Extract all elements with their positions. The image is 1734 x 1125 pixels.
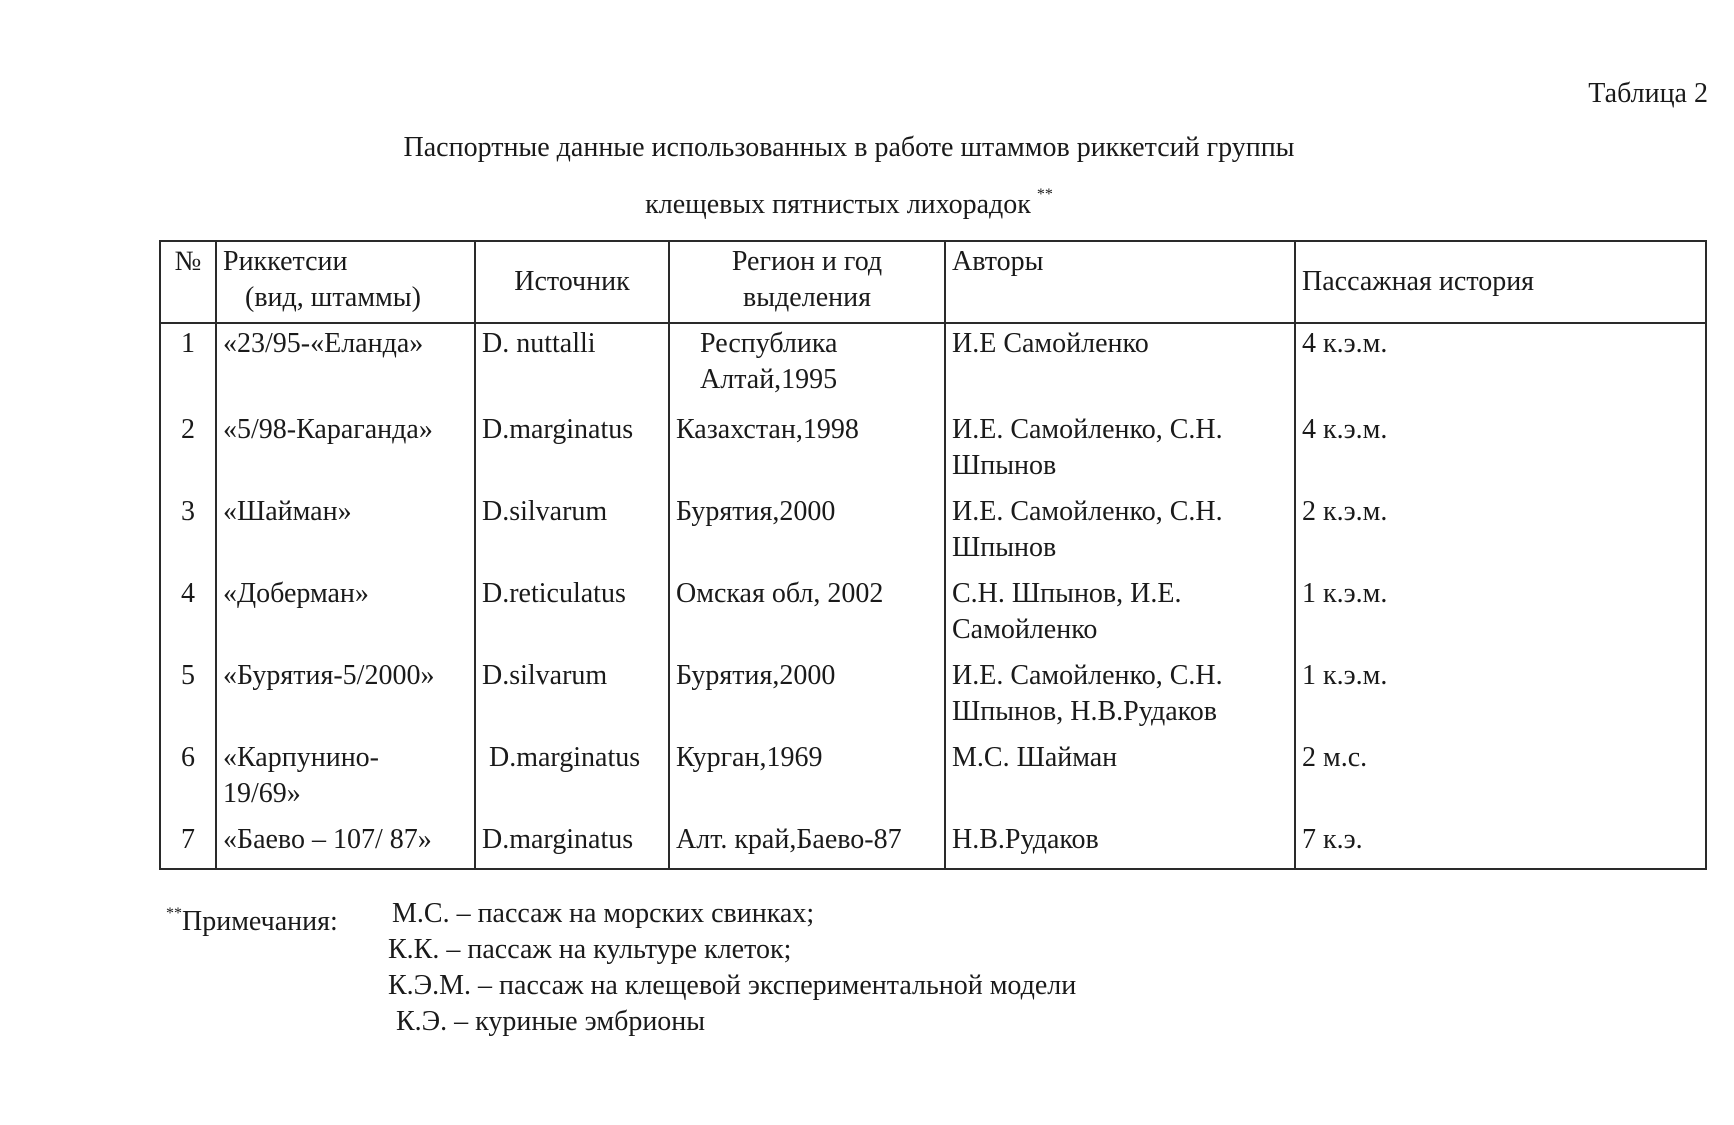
cell-num: 1 (160, 323, 216, 410)
authors-line1: Н.В.Рудаков (952, 824, 1099, 855)
region-line1: Казахстан,1998 (676, 414, 859, 445)
strain-line1: «Бурятия-5/2000» (223, 660, 435, 691)
cell-passage: 4 к.э.м. (1295, 323, 1706, 410)
region-line1: Курган,1969 (676, 742, 823, 773)
note-item: К.Э. – куриные эмбрионы (396, 1006, 706, 1037)
cell-source: D.marginatus (475, 410, 669, 492)
cell-num: 7 (160, 820, 216, 869)
header-authors-text: Авторы (952, 246, 1044, 277)
cell-strain (216, 738, 475, 820)
strain-line1: «23/95-«Еланда» (223, 328, 424, 359)
header-rickettsia-line1: Риккетсии (223, 246, 348, 277)
authors-line2: Самойленко (952, 614, 1098, 645)
cell-strain (216, 492, 475, 574)
table-row (160, 820, 1706, 869)
header-source (475, 241, 669, 323)
strain-line1: «5/98-Караганда» (223, 414, 433, 445)
strain-line1: «Баево – 107/ 87» (223, 824, 432, 855)
header-region (669, 241, 945, 323)
authors-line1: И.Е. Самойленко, С.Н. (952, 414, 1223, 445)
cell-region (669, 492, 945, 574)
authors-line1: И.Е. Самойленко, С.Н. (952, 496, 1223, 527)
cell-source: D.marginatus (475, 820, 669, 869)
cell-num: 4 (160, 574, 216, 656)
cell-strain (216, 820, 475, 869)
authors-line1: И.Е. Самойленко, С.Н. (952, 660, 1223, 691)
cell-num: 6 (160, 738, 216, 820)
cell-authors (945, 574, 1295, 656)
notes-footnote-mark: ** (166, 905, 182, 922)
cell-passage: 7 к.э. (1295, 820, 1706, 869)
region-line1: Омская обл, 2002 (676, 578, 884, 609)
cell-region (669, 410, 945, 492)
region-line1: Бурятия,2000 (676, 660, 836, 691)
cell-authors (945, 820, 1295, 869)
header-authors (945, 241, 1295, 323)
header-rickettsia (216, 241, 475, 323)
table-row (160, 574, 1706, 656)
cell-strain (216, 410, 475, 492)
strain-line1: «Доберман» (223, 578, 369, 609)
authors-line1: И.Е Самойленко (952, 328, 1149, 359)
table-title-line-1 (0, 132, 1716, 164)
authors-line1: М.С. Шайман (952, 742, 1118, 773)
strain-line1: «Карпунино- (223, 742, 379, 773)
cell-strain (216, 323, 475, 410)
authors-line2: Шпынов (952, 532, 1057, 563)
cell-authors (945, 323, 1295, 410)
header-region-line1: Регион и год (731, 246, 883, 277)
cell-authors (945, 656, 1295, 738)
note-item: К.К. – пассаж на культуре клеток; (388, 934, 792, 965)
region-line2: Алтай,1995 (700, 364, 838, 395)
cell-authors (945, 492, 1295, 574)
cell-passage: 1 к.э.м. (1295, 656, 1706, 738)
table-header-row (160, 241, 1706, 323)
cell-num: 5 (160, 656, 216, 738)
table-row (160, 738, 1706, 820)
cell-strain (216, 656, 475, 738)
cell-region (669, 656, 945, 738)
cell-num: 3 (160, 492, 216, 574)
cell-source: D. nuttalli (475, 323, 669, 410)
header-num-text: № (174, 246, 202, 277)
notes-label-text: Примечания: (182, 906, 338, 937)
cell-passage: 1 к.э.м. (1295, 574, 1706, 656)
region-line1: Республика (700, 328, 838, 359)
title-text-1: Паспортные данные использованных в работе штаммов риккетсий группы (403, 132, 1295, 163)
table-title-line-2 (0, 186, 1716, 221)
cell-passage: 4 к.э.м. (1295, 410, 1706, 492)
header-passage (1295, 241, 1706, 323)
cell-source: D.marginatus (475, 738, 669, 820)
header-region-line2: выделения (743, 282, 871, 313)
authors-line2: Шпынов (952, 450, 1057, 481)
cell-strain (216, 574, 475, 656)
table-number-label: Таблица 2 (1588, 78, 1708, 109)
table-row (160, 656, 1706, 738)
cell-region (669, 574, 945, 656)
table-row (160, 410, 1706, 492)
cell-source: D.reticulatus (475, 574, 669, 656)
cell-region (669, 820, 945, 869)
table-row (160, 323, 1706, 410)
authors-line1: С.Н. Шпынов, И.Е. (952, 578, 1182, 609)
cell-authors (945, 738, 1295, 820)
region-line1: Бурятия,2000 (676, 496, 836, 527)
cell-authors (945, 410, 1295, 492)
cell-num: 2 (160, 410, 216, 492)
note-item: К.Э.М. – пассаж на клещевой экспериментальной модели (388, 970, 1077, 1001)
cell-passage: 2 м.с. (1295, 738, 1706, 820)
note-item: М.С. – пассаж на морских свинках; (392, 898, 815, 929)
authors-line2: Шпынов, Н.В.Рудаков (952, 696, 1218, 727)
region-line1: Алт. край,Баево-87 (676, 824, 902, 855)
header-rickettsia-line2: (вид, штаммы) (245, 282, 421, 313)
title-footnote-mark: ** (1036, 186, 1053, 203)
cell-region (669, 738, 945, 820)
strain-line2: 19/69» (223, 778, 301, 809)
cell-passage: 2 к.э.м. (1295, 492, 1706, 574)
header-num (160, 241, 216, 323)
strain-line1: «Шайман» (223, 496, 352, 527)
table-row (160, 492, 1706, 574)
header-source-text: Источник (514, 266, 630, 297)
notes-label (166, 896, 338, 940)
header-passage-text: Пассажная история (1302, 266, 1535, 297)
cell-region (669, 323, 945, 410)
title-text-2: клещевых пятнистых лихорадок (645, 189, 1031, 220)
strains-table (159, 240, 1707, 870)
cell-source: D.silvarum (475, 492, 669, 574)
cell-source: D.silvarum (475, 656, 669, 738)
